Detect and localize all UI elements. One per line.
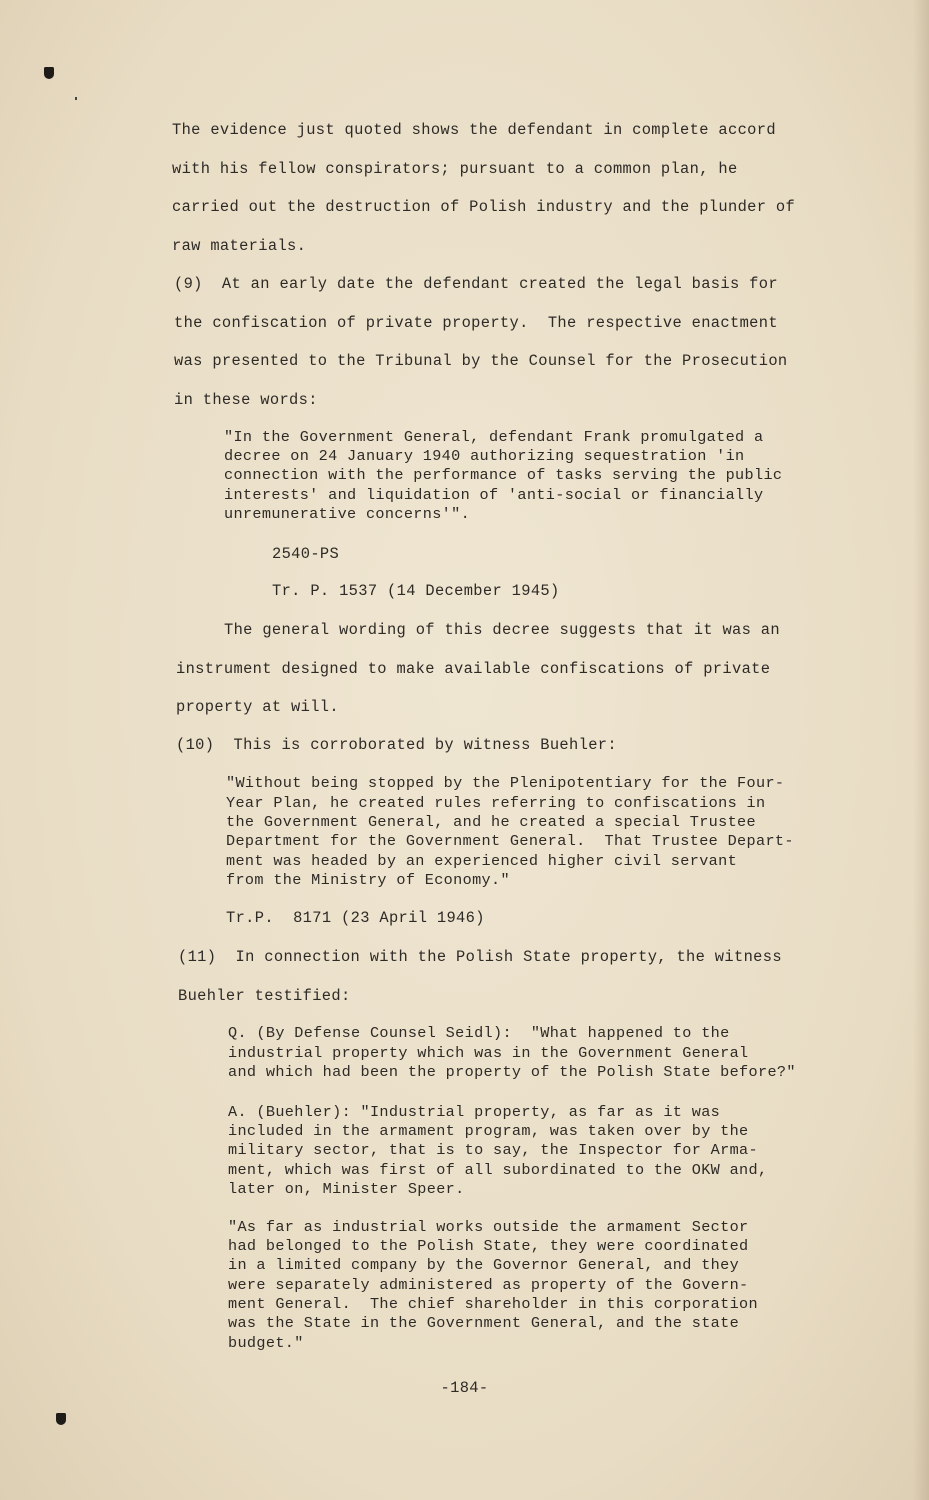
punch-hole-mark bbox=[44, 67, 54, 79]
answer-line: A. (Buehler): "Industrial property, as far as it was bbox=[228, 1103, 721, 1121]
answer-line: "As far as industrial works outside the armament Sector bbox=[228, 1218, 749, 1236]
question-line: Q. (By Defense Counsel Seidl): "What happened to the bbox=[228, 1024, 730, 1042]
page-number: -184- bbox=[440, 1379, 489, 1397]
quote-line: "In the Government General, defendant Frank promulgated a bbox=[224, 428, 764, 446]
text-line: the confiscation of private property. The respective enactment bbox=[174, 314, 778, 332]
quote-line: the Government General, and he created a special Trustee bbox=[226, 813, 756, 831]
answer-line: later on, Minister Speer. bbox=[228, 1180, 465, 1198]
answer-line: included in the armament program, was taken over by the bbox=[228, 1122, 749, 1140]
text-line: The evidence just quoted shows the defendant in complete accord bbox=[172, 121, 776, 139]
text-line: The general wording of this decree suggests that it was an bbox=[224, 621, 780, 639]
text-line: (9) At an early date the defendant created the legal basis for bbox=[174, 275, 778, 293]
answer-line: budget." bbox=[228, 1334, 304, 1352]
transcript-citation: Tr.P. 8171 (23 April 1946) bbox=[226, 909, 485, 927]
text-line: in these words: bbox=[174, 391, 318, 409]
quote-line: ment was headed by an experienced higher civil servant bbox=[226, 852, 738, 870]
text-line: carried out the destruction of Polish industry and the plunder of bbox=[172, 198, 796, 216]
question-line: and which had been the property of the Polish State before?" bbox=[228, 1063, 796, 1081]
quote-line: interests' and liquidation of 'anti-social or financially bbox=[224, 486, 764, 504]
answer-line: were separately administered as property of the Govern- bbox=[228, 1276, 749, 1294]
text-line: was presented to the Tribunal by the Counsel for the Prosecution bbox=[174, 352, 788, 370]
quote-line: decree on 24 January 1940 authorizing sequestration 'in bbox=[224, 447, 745, 465]
text-line: with his fellow conspirators; pursuant to a common plan, he bbox=[172, 160, 738, 178]
text-line: instrument designed to make available confiscations of private bbox=[176, 660, 771, 678]
page-edge-shadow bbox=[913, 0, 929, 1500]
question-line: industrial property which was in the Government General bbox=[228, 1044, 749, 1062]
answer-line: had belonged to the Polish State, they were coordinated bbox=[228, 1237, 749, 1255]
answer-line: ment General. The chief shareholder in this corporation bbox=[228, 1295, 758, 1313]
quote-line: Department for the Government General. That Trustee Depart- bbox=[226, 832, 794, 850]
quote-line: "Without being stopped by the Plenipotentiary for the Four- bbox=[226, 774, 785, 792]
text-line: (11) In connection with the Polish State property, the witness bbox=[178, 948, 782, 966]
text-line: (10) This is corroborated by witness Buehler: bbox=[176, 736, 617, 754]
text-line: property at will. bbox=[176, 698, 339, 716]
document-citation: 2540-PS bbox=[272, 545, 340, 563]
speck-mark bbox=[75, 97, 77, 100]
text-line: raw materials. bbox=[172, 237, 307, 255]
punch-hole-mark bbox=[56, 1413, 66, 1425]
quote-line: unremunerative concerns'". bbox=[224, 505, 471, 523]
answer-line: military sector, that is to say, the Inspector for Arma- bbox=[228, 1141, 758, 1159]
quote-line: Year Plan, he created rules referring to confiscations in bbox=[226, 794, 766, 812]
quote-line: from the Ministry of Economy." bbox=[226, 871, 510, 889]
answer-line: in a limited company by the Governor General, and they bbox=[228, 1256, 740, 1274]
answer-line: was the State in the Government General, and the state bbox=[228, 1314, 740, 1332]
answer-line: ment, which was first of all subordinated to the OKW and, bbox=[228, 1161, 768, 1179]
text-line: Buehler testified: bbox=[178, 987, 351, 1005]
transcript-citation: Tr. P. 1537 (14 December 1945) bbox=[272, 582, 560, 600]
quote-line: connection with the performance of tasks serving the public bbox=[224, 466, 783, 484]
